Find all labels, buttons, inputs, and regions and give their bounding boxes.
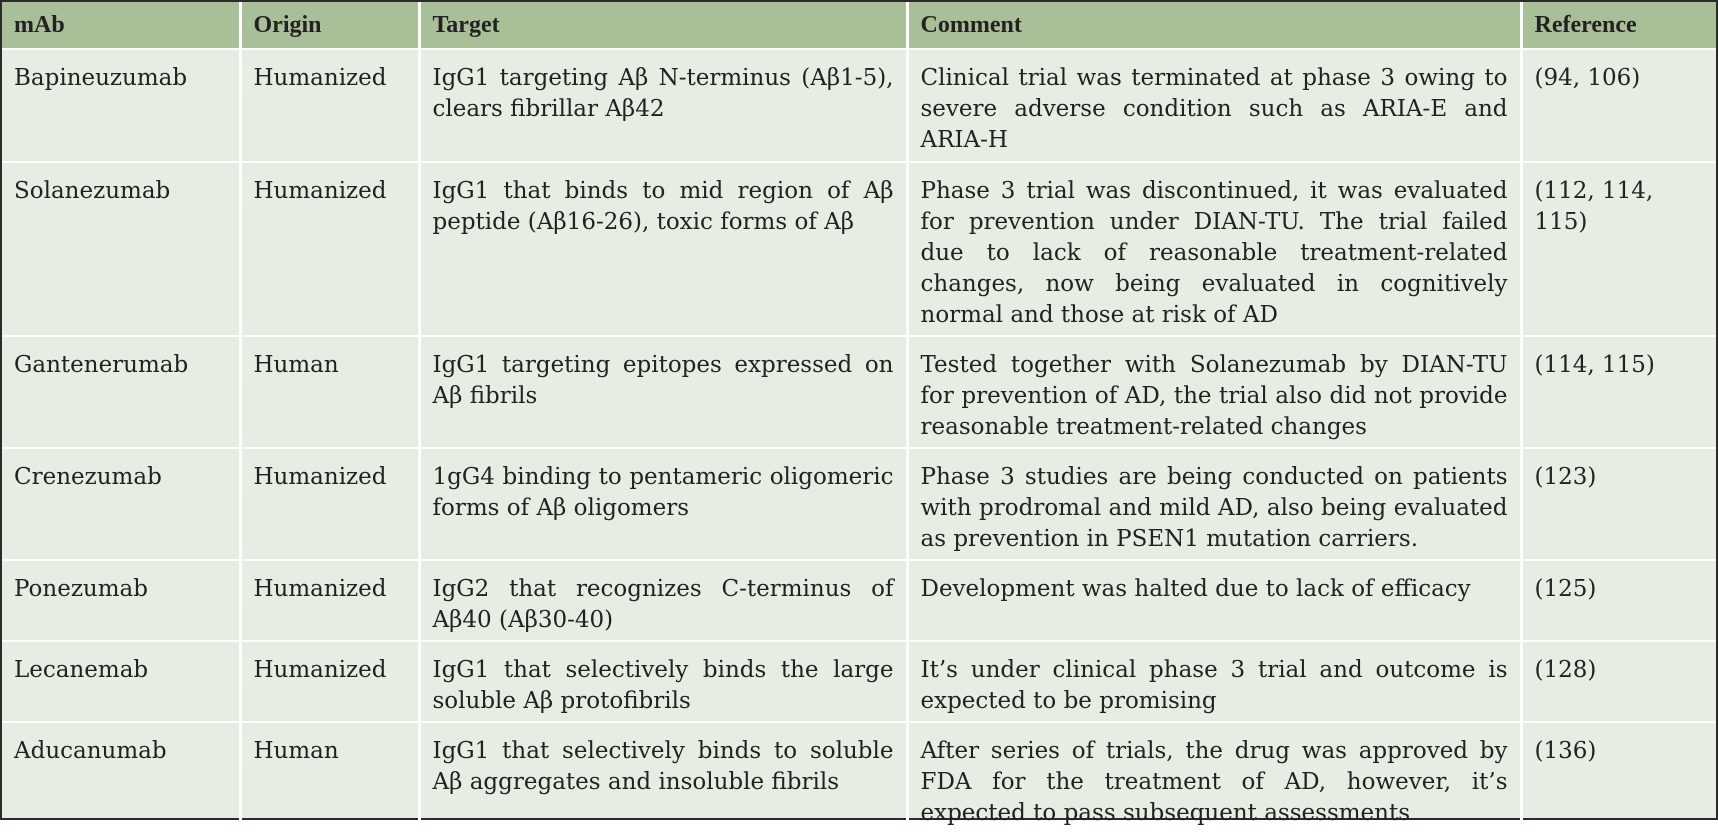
cell-reference: (136) [1521,722,1716,834]
cell-comment: After series of trials, the drug was approved by FDA for the treatment of AD, however, it’s expected to pass subsequent assessments [907,722,1521,834]
cell-origin: Humanized [240,448,419,560]
table-row [2,560,1716,641]
table-row [2,448,1716,560]
cell-comment: Phase 3 trial was discontinued, it was evaluated for prevention under DIAN-TU. The trial failed due to lack of reasonable treatment-related changes, now being evaluated in cognitively normal and those at risk of AD [907,162,1521,336]
table-row [2,336,1716,448]
table-row [2,162,1716,336]
cell-reference: (94, 106) [1521,49,1716,162]
antibody-table [2,2,1716,835]
header-mab: mAb [2,2,240,49]
cell-origin: Human [240,722,419,834]
cell-origin: Humanized [240,560,419,641]
cell-mab: Solanezumab [2,162,240,336]
cell-reference: (114, 115) [1521,336,1716,448]
cell-target: 1gG4 binding to pentameric oligomeric forms of Aβ oligomers [419,448,907,560]
cell-mab: Ponezumab [2,560,240,641]
header-target: Target [419,2,907,49]
table-row [2,722,1716,834]
cell-mab: Bapineuzumab [2,49,240,162]
cell-target: IgG2 that recognizes C-terminus of Aβ40 (Aβ30-40) [419,560,907,641]
cell-target: IgG1 that binds to mid region of Aβ peptide (Aβ16-26), toxic forms of Aβ [419,162,907,336]
cell-origin: Humanized [240,49,419,162]
cell-mab: Crenezumab [2,448,240,560]
table-header-row [2,2,1716,49]
cell-origin: Humanized [240,641,419,722]
cell-reference: (128) [1521,641,1716,722]
cell-target: IgG1 that selectively binds to soluble Aβ aggregates and insoluble fibrils [419,722,907,834]
cell-origin: Human [240,336,419,448]
cell-reference: (112, 114, 115) [1521,162,1716,336]
table-row [2,49,1716,162]
cell-target: IgG1 targeting epitopes expressed on Aβ fibrils [419,336,907,448]
header-comment: Comment [907,2,1521,49]
cell-mab: Aducanumab [2,722,240,834]
header-origin: Origin [240,2,419,49]
table-row [2,641,1716,722]
cell-comment: Tested together with Solanezumab by DIAN-TU for prevention of AD, the trial also did not provide reasonable treatment-related changes [907,336,1521,448]
cell-mab: Lecanemab [2,641,240,722]
cell-comment: Clinical trial was terminated at phase 3 owing to severe adverse condition such as ARIA-E and ARIA-H [907,49,1521,162]
cell-comment: It’s under clinical phase 3 trial and outcome is expected to be promising [907,641,1521,722]
cell-target: IgG1 targeting Aβ N-terminus (Aβ1-5), clears fibrillar Aβ42 [419,49,907,162]
header-reference: Reference [1521,2,1716,49]
cell-comment: Development was halted due to lack of efficacy [907,560,1521,641]
cell-reference: (125) [1521,560,1716,641]
cell-mab: Gantenerumab [2,336,240,448]
cell-origin: Humanized [240,162,419,336]
cell-comment: Phase 3 studies are being conducted on patients with prodromal and mild AD, also being evaluated as prevention in PSEN1 mutation carriers. [907,448,1521,560]
cell-reference: (123) [1521,448,1716,560]
cell-target: IgG1 that selectively binds the large soluble Aβ protofibrils [419,641,907,722]
